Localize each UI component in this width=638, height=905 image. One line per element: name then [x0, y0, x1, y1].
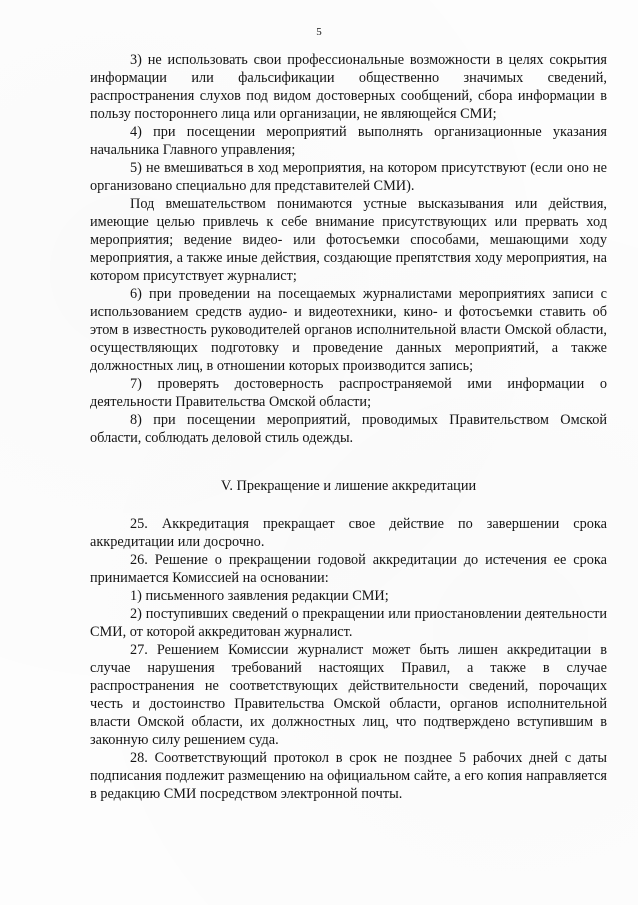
paragraph-item-3: 3) не использовать свои профессиональные возможности в целях сокрытия информации или фальсификации общественно значимых сведений, распространения слухов под видом достоверных сообщений, сбора информации в пользу постороннего лица или организации, не являющейся СМИ; — [90, 52, 607, 122]
paragraph-clause-25: 25. Аккредитация прекращает свое действие по завершении срока аккредитации или досрочно. — [90, 516, 607, 550]
paragraph-clause-26-item-1: 1) письменного заявления редакции СМИ; — [130, 588, 389, 604]
paragraph-clause-27: 27. Решением Комиссии журналист может быть лишен аккредитации в случае нарушения требований настоящих Правил, а также в случае распространения не соответствующих действительности сведений, порочащих честь и достоинство Правительства Омской области, органов исполнительной власти Омской области, их должностных лиц, что подтверждено вступившим в законную силу решением суда. — [90, 642, 607, 748]
spacer — [90, 495, 607, 515]
paragraph-item-8: 8) при посещении мероприятий, проводимых Правительством Омской области, соблюдать деловой стиль одежды. — [90, 412, 607, 446]
paragraph-clause-26: 26. Решение о прекращении годовой аккредитации до истечения ее срока принимается Комиссией на основании: — [90, 552, 607, 586]
section-heading: V. Прекращение и лишение аккредитации — [220, 478, 477, 494]
page-number: 5 — [316, 26, 322, 38]
paragraph-item-5: 5) не вмешиваться в ход мероприятия, на котором присутствуют (если оно не организовано специально для представителей СМИ). — [90, 160, 607, 194]
paragraph-clause-28: 28. Соответствующий протокол в срок не позднее 5 рабочих дней с даты подписания подлежит размещению на официальном сайте, а его копия направляется в редакцию СМИ посредством электронной почты. — [90, 750, 607, 802]
paragraph-item-4: 4) при посещении мероприятий выполнять организационные указания начальника Главного управления; — [90, 124, 607, 158]
paragraph-interference-definition: Под вмешательством понимаются устные высказывания или действия, имеющие целью привлечь к себе внимание присутствующих или прервать ход мероприятия; ведение видео- или фотосъемки способами, мешающими ходу мероприятия, а также иные действия, создающие препятствия ходу мероприятия, на котором присутствует журналист; — [90, 196, 607, 284]
document-body — [90, 51, 607, 803]
paragraph-item-7: 7) проверять достоверность распространяемой ими информации о деятельности Правительства Омской области; — [90, 376, 607, 410]
paragraph-item-6: 6) при проведении на посещаемых журналистами мероприятиях записи с использованием средств аудио- и видеотехники, кино- и фотосъемки ставить об этом в известность руководителей органов исполнительной власти Омской области, осуществляющих подготовку и проведение данных мероприятий, а также должностных лиц, в отношении которых производится запись; — [90, 286, 607, 374]
spacer — [90, 447, 607, 477]
paragraph-clause-26-item-2: 2) поступивших сведений о прекращении или приостановлении деятельности СМИ, от которой аккредитован журналист. — [90, 606, 607, 640]
